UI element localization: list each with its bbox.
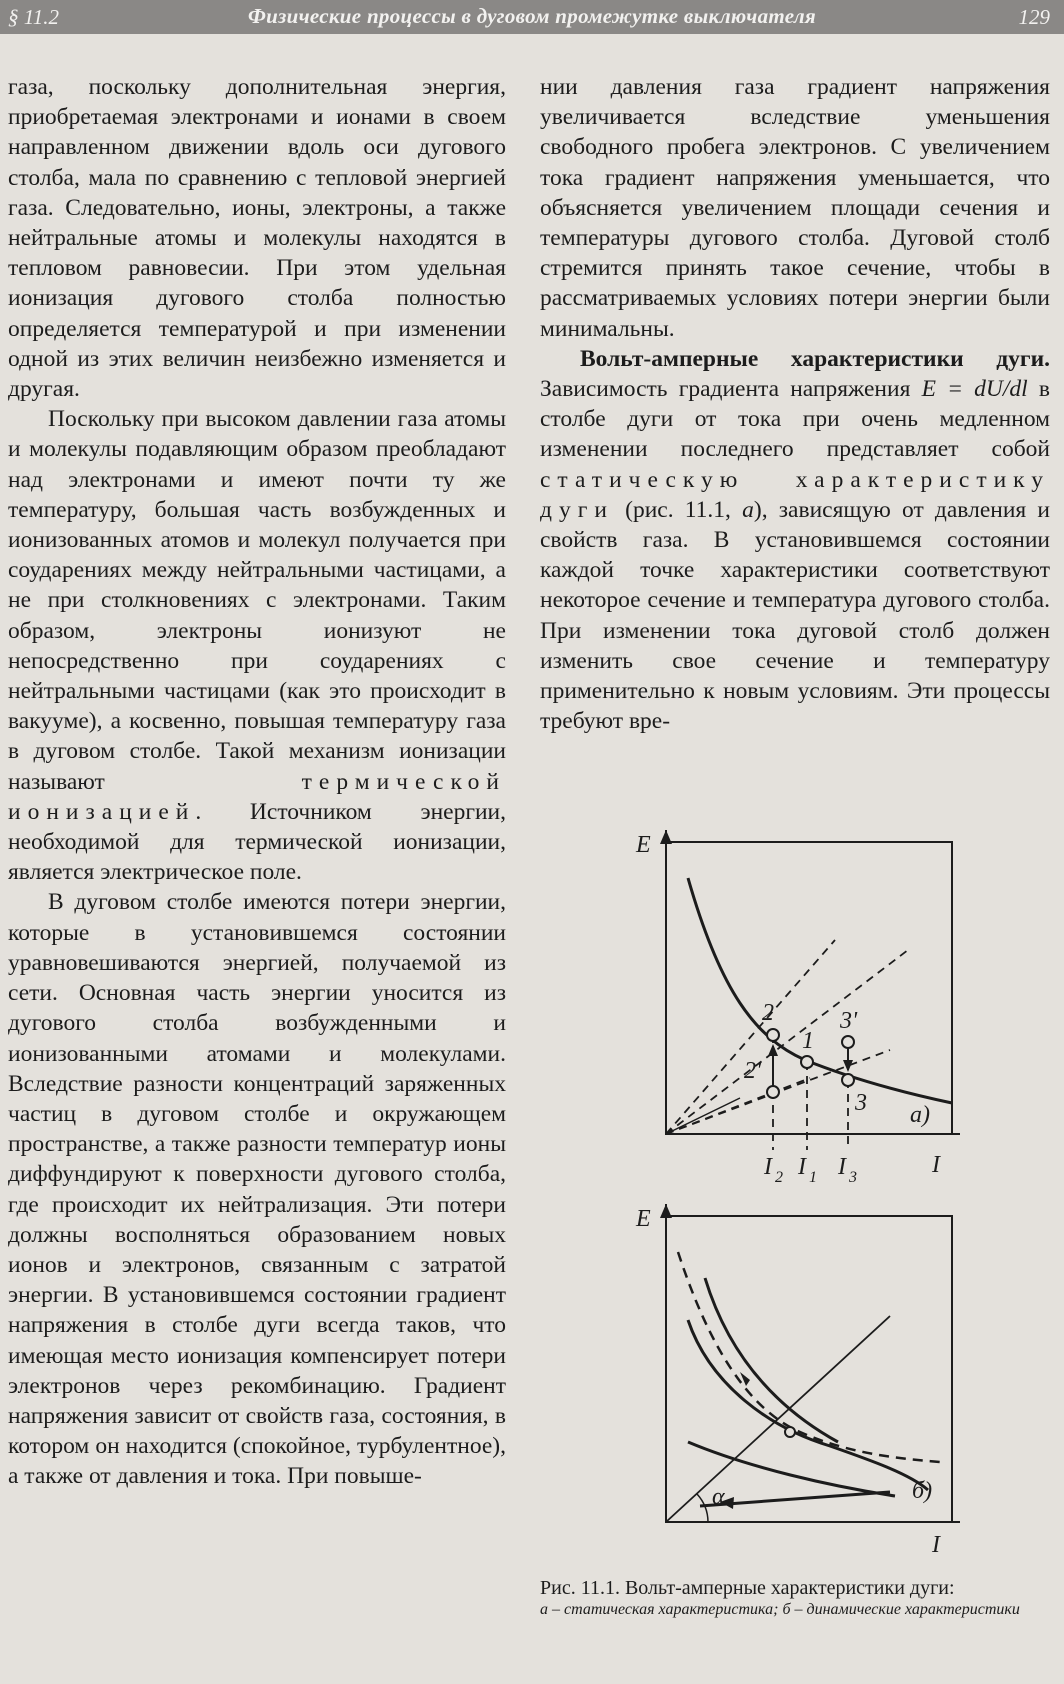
caption-legend: а – статическая характеристика; б – динамические характеристики xyxy=(540,1601,1020,1618)
paragraph: нии давления газа градиент напряжения увеличивается вследствие уменьшения свободного пробега электронов. С увеличением тока градиент напряжения уменьшается, что объясняется увеличением площади сечения и температуры дугового столба. Дуговой столб стремится принять такое сечение, чтобы в рассматриваемых условиях потери энергии были минимальны. xyxy=(540,74,1050,342)
spaced-term: термической ионизацией xyxy=(8,768,506,825)
point-2prime xyxy=(767,1086,779,1098)
point-label: 2 xyxy=(762,1000,774,1026)
figure-caption xyxy=(540,1576,1050,1620)
point-label: 3' xyxy=(840,1008,858,1034)
caption-title: Рис. 11.1. Вольт-амперные характеристики дуги: xyxy=(540,1577,955,1599)
panel-label: б) xyxy=(912,1478,933,1504)
section-heading: Вольт-амперные характеристики дуги. xyxy=(580,345,1050,372)
static-curve-dashed xyxy=(678,1252,940,1462)
text-run: Поскольку при высоком давлении газа атомы и молекулы подавляющим образом преобладают над электронами и имеют почти ту же температуру, большая часть возбужденных и ионизованных атомов и молекул получается при соударениях между нейтральными частицами, а не при столкновениях с электронами. Таким образом, электроны ионизуют не непосредственно при соударениях с нейтральными частицами (как это происходит в вакууме), а косвенно, повышая температуру газа в дуговом столбе. Такой механизм ионизации называют xyxy=(8,406,506,795)
arrow-head xyxy=(843,1060,853,1072)
load-line xyxy=(666,950,908,1134)
tick-label-I3: I xyxy=(838,1154,846,1180)
arrow-line xyxy=(666,1098,740,1134)
text-run: ), зависящую от давления и свойств газа. В установившемся состоянии каждой точке характеристики соответствуют некоторое сечение и температура дугового столба. При изменении тока дуговой столб должен изменить свое сечение и температуру применительно к новым условиям. Эти процессы требуют вре- xyxy=(540,496,1050,735)
axis-label-x: I xyxy=(932,1152,940,1178)
point-label: 3 xyxy=(855,1090,867,1116)
paragraph xyxy=(540,344,1050,737)
axis-label-y: E xyxy=(636,832,651,858)
tick-subscript: 3 xyxy=(849,1169,857,1186)
dynamic-curve-upper xyxy=(705,1278,838,1442)
right-column xyxy=(540,72,1050,736)
point-1 xyxy=(801,1056,813,1068)
point-label: 2' xyxy=(744,1058,762,1084)
arrow-head xyxy=(768,1044,778,1056)
point-3prime xyxy=(842,1036,854,1048)
paragraph: В дуговом столбе имеются потери энергии, которые в установившемся состоянии уравновешиваются энергией, получаемой из сети. Основная часть энергии уносится из дугового столба возбужденными и ионизованными атомами и молекулами. Вследствие разности концентраций заряженных частиц в дуговом столбе и окружающем пространстве, а также разности температур ионы диффундируют к поверхности дугового столба, где происходит их нейтрализация. Эти потери должны восполняться образованием новых ионов и электронов, связанным с затратой энергии. В установившемся состоянии градиент напряжения в столбе дуги всегда таков, что имеющая место ионизация компенсирует потери электронов через рекомбинацию. Градиент напряжения зависит от свойств газа, состояния, в котором он находится (спокойное, турбулентное), а также от давления и тока. При повыше- xyxy=(8,889,506,1490)
static-curve xyxy=(688,878,952,1103)
paragraph xyxy=(8,404,506,887)
point-3 xyxy=(842,1074,854,1086)
formula: E = dU/dl xyxy=(921,376,1028,403)
intersection-point xyxy=(785,1427,795,1437)
arrow-head xyxy=(660,830,672,844)
load-line xyxy=(666,1078,810,1134)
text-run: (рис. 11.1, xyxy=(613,496,743,523)
arrow-head xyxy=(740,1372,750,1386)
point-2 xyxy=(767,1029,779,1041)
arrow-head xyxy=(660,1204,672,1218)
dynamic-curve-lower xyxy=(688,1320,928,1490)
text-run: . Источником энергии, необходимой для термической ионизации, является электрическое поле. xyxy=(8,798,506,886)
panel-label: а) xyxy=(910,1102,930,1128)
axis-label-y: E xyxy=(636,1206,651,1232)
text-run: в столбе дуги от тока при очень медленном изменении последнего представляет собой xyxy=(540,376,1050,463)
tick-subscript: 2 xyxy=(775,1169,783,1186)
section-number: § 11.2 xyxy=(8,5,59,29)
running-title: Физические процессы в дуговом промежутке выключателя xyxy=(247,4,817,28)
angle-arc xyxy=(697,1494,708,1522)
figure-dynamic-characteristics xyxy=(600,1200,970,1560)
tick-label-I1: I xyxy=(798,1154,806,1180)
page-number: 129 xyxy=(1018,5,1050,29)
figure-static-characteristic xyxy=(600,830,970,1200)
tick-label-I2: I xyxy=(764,1154,772,1180)
running-header xyxy=(0,0,1064,34)
spaced-term: статическую характеристику дуги xyxy=(540,466,1050,523)
paragraph: газа, поскольку дополнительная энергия, приобретаемая электронами и ионами в своем направленном движении вдоль оси дугового столба, мала по сравнению с тепловой энергией газа. Следовательно, ионы, электроны, а также нейтральные атомы и молекулы находятся в тепловом равновесии. При этом удельная ионизация дугового столба полностью определяется температурой и при изменении одной из этих величин неизбежно изменяется и другая. xyxy=(8,74,506,403)
axis-label-x: I xyxy=(932,1532,940,1558)
left-column xyxy=(8,72,506,1492)
point-label: 1 xyxy=(802,1028,814,1054)
tick-subscript: 1 xyxy=(809,1169,817,1186)
angle-label: α xyxy=(712,1484,725,1510)
plot-frame xyxy=(666,842,952,1134)
text-run: Зависимость градиента напряжения xyxy=(540,376,922,403)
text-run: а xyxy=(742,496,754,523)
